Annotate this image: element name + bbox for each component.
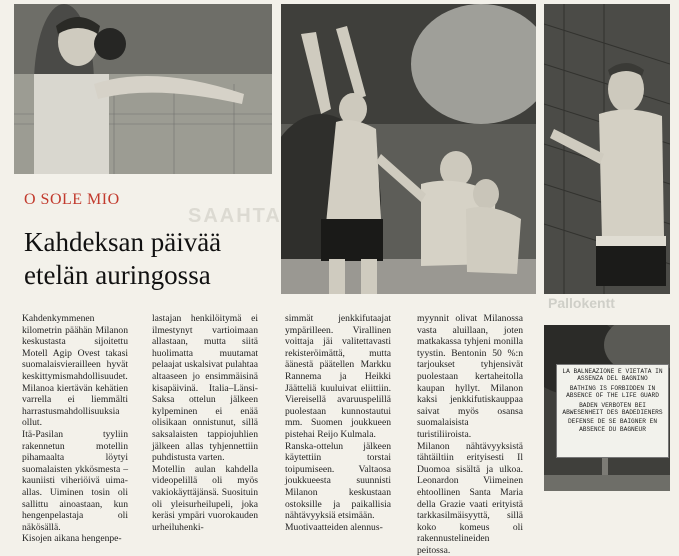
photo-man-fence <box>544 4 670 294</box>
pool-sign <box>556 364 669 458</box>
background-show-through-overlay: SAAHTA <box>188 205 282 227</box>
background-show-through-text: Pallokentt <box>548 295 615 311</box>
article-column-1: Kahdenkymmenen kilometrin päähän Milanon keskustasta sijoitettu Motell Agip Ovest takasi suomalaisvierailleen hyvät keskittymismahdollisuudet. Milanoa kiertävän kehätien varrella ei liemmälti harrastusmahdollisuuksia ollut. Itä-Pasilan tyyliin rakennetun motellin pihamaalta löytyi suomalaisten ykkösmesta – kauniisti viheriöivä uima-allas. Uiminen tosin oli sallittu ainoastaan, kun hengenpelastaja oli näkösällä. Kisojen aikana hengenpe- <box>22 313 128 545</box>
article-column-3: simmät jenkkifutaajat ympärilleen. Virallinen voittaja jäi valitettavasti rekisteröimättä, mutta äänestä päätellen Markku Rannema ja Heikki Jäätteliä kuuluivat eliittiin. Viereisellä avaruuspelillä puolestaan kunnostautui mm. Suomen joukkueen pistehai Reijo Kulmala. Ranska-ottelun jälkeen käytettiin torstai toipumiseen. Valtaosa joukkueesta suunnisti Milanon keskustaan ostoksille ja paikallisia nähtävyyksiä etsimään. Muotivaatteiden alennus- <box>285 313 391 533</box>
sign-line-italian: LA BALNEAZIONE E VIETATA IN ASSENZA DEL BAGNINO <box>562 368 663 383</box>
photo-ball-throw <box>14 4 272 174</box>
sign-line-german: BADEN VERBOTEN BEI ABWESENHEIT DES BADEDIENERS <box>562 401 663 417</box>
article-column-4: myynnit olivat Milanossa vasta aluillaan, joten matkakassa tyhjeni monilla tyystin. Bentonin 50 %:n tarjoukset tyhjensivät puolestaan kertaheitolla kaupan hyllyt. Milanon kaksi jenkkifutiskauppaa saivat myös osansa suomalaisista turistiliiroista. Milanon nähtävyyksistä tähtäiltiin erityisesti Il Duomoa sisältä ja ulkoa. Leonardon Viimeinen ehtoollinen Santa Maria della Grazie vaati erityistä tarkkasilmäisyyttä, sillä koko komeus oli rakennustelineiden peitossa. <box>417 313 523 556</box>
photo-basketball-jump <box>281 4 536 294</box>
article-headline: Kahdeksan päivää etelän auringossa <box>24 227 222 290</box>
article-column-2: lastajan henkilöitymä ei ilmestynyt vartioimaan allastaan, mutta siitä huolimatta muutamat pelaajat uskalsivat pulahtaa altaaseen jo ensimmäisinä kisapäivinä. Italia–Länsi-Saksa ottelun jälkeen kylpeminen ei enää olisikaan onnistunut, sillä saksalaisten tappiojuhlien jälkeen allas tyhjennettiin puhdistusta varten. Motellin aulan kahdella videopelillä oli myös vakiokäyttäjänsä. Suosituin oli yleisurheilupeli, joka keräsi ympäri vuorokauden urheiluhenki- <box>152 313 258 533</box>
sign-line-english: BATHING IS FORBIDDEN IN ABSENCE OF THE LIFE GUARD <box>566 384 659 400</box>
sign-line-french: DEFENSE DE SE BAIGNER EN ABSENCE DU BAGNEUR <box>567 418 658 433</box>
article-kicker: O SOLE MIO <box>24 191 120 208</box>
